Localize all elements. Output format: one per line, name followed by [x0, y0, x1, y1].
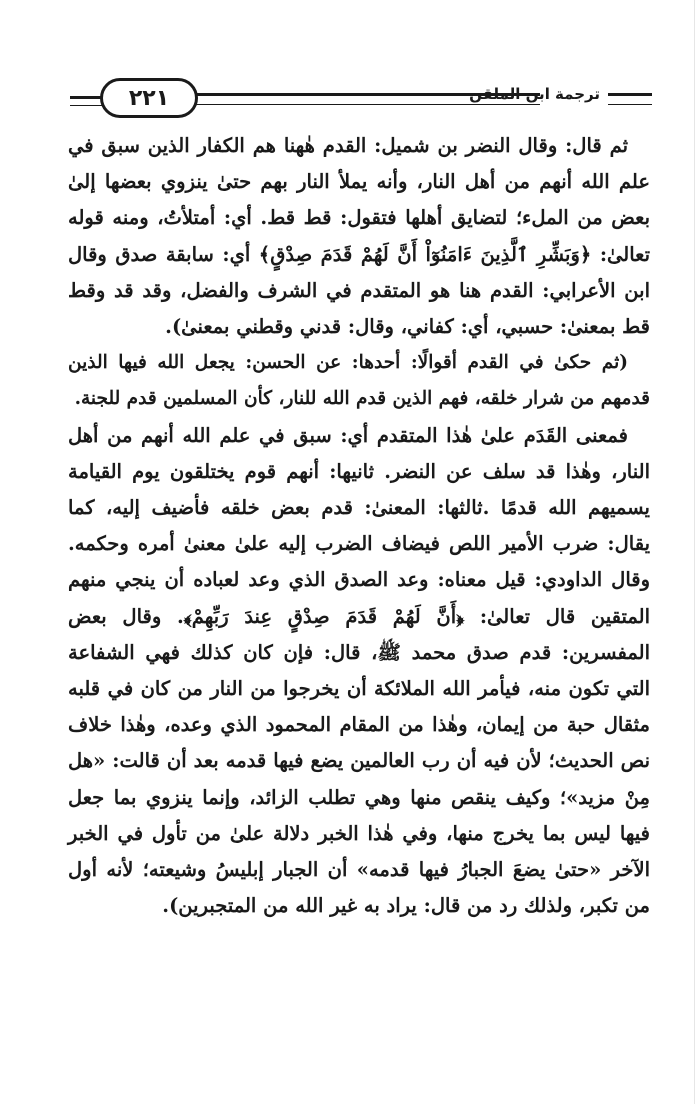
header-rule-left — [70, 96, 104, 106]
page-number-badge — [100, 78, 198, 118]
paragraph: ثم قال: وقال النضر بن شميل: القدم هٰهنا هم الكفار الذين سبق في علم الله أنهم من أهل النار، وأنه يملأ النار بهم حتىٰ ينزوي بعضها إلىٰ بعض من الملء؛ لتضايق أهلها فتقول: قط قط. أي: أمتلأتُ، ومنه قوله تعالىٰ: ﴿وَبَشِّرِ ٱلَّذِينَ ءَامَنُوٓاْ أَنَّ لَهُمْ قَدَمَ صِدْقٍ﴾ أي: سابقة صدق وقال ابن الأعرابي: القدم هنا هو المتقدم في الشرف والفضل، وقد قد وقط قط بمعنىٰ: حسبي، أي: كفاني، وقال: قدني وقطني بمعنىٰ). — [68, 134, 650, 339]
page-body — [68, 128, 650, 924]
page-edge-line — [694, 0, 695, 1104]
paragraph: (ثم حكىٰ في القدم أقوالًا: أحدها: عن الحسن: يجعل الله فيها الذين قدمهم من شرار خلقه، فهم الذين قدم الله للنار، كأن المسلمين قدم للجنة. — [68, 352, 650, 410]
header-rule-right — [608, 93, 652, 105]
page-number: ٢٢١ — [128, 85, 170, 111]
page-header — [70, 78, 652, 122]
running-title: ترجمة ابن الملقن — [469, 85, 600, 103]
paragraph: فمعنى القَدَم علىٰ هٰذا المتقدم أي: سبق في علم الله أنهم من أهل النار، وهٰذا قد سلف عن النضر. ثانيها: أنهم قوم يختلقون يوم القيامة يسميهم الله قدمًا .ثالثها: المعنىٰ: قدم بعض خلقه فأضيف إليه، كما يقال: ضرب الأمير اللص فيضاف الضرب إليه علىٰ معنىٰ أمره وحكمه. وقال الداودي: قيل معناه: وعد الصدق الذي وعد لعباده أن ينجي منهم المتقين قال تعالىٰ: ﴿أَنَّ لَهُمْ قَدَمَ صِدْقٍ عِندَ رَبِّهِمْ﴾. وقال بعض المفسرين: قدم صدق محمد ﷺ، قال: فإن كان كذلك فهي الشفاعة التي تكون منه، فيأمر الله الملائكة أن يخرجوا من النار من كان في قلبه مثقال حبة من إيمان، وهٰذا من المقام المحمود الذي وعده، وهٰذا خلاف نص الحديث؛ لأن فيه أن رب العالمين يضع فيها قدمه بعد أن قالت: «هل مِنْ مزيد»؛ وكيف ينقص منها وهي تطلب الزائد، وإنما ينزوي بما جعل فيها ليس بما يخرج منها، وفي هٰذا الخبر دلالة علىٰ من تأول في الخبر الآخر «حتىٰ يضعَ الجبارُ فيها قدمه» أن الجبار إبليسُ وشيعته؛ لأنه أول من تكبر، ولذلك رد من قال: يراد به غير الله من المتجبرين). — [68, 423, 650, 918]
